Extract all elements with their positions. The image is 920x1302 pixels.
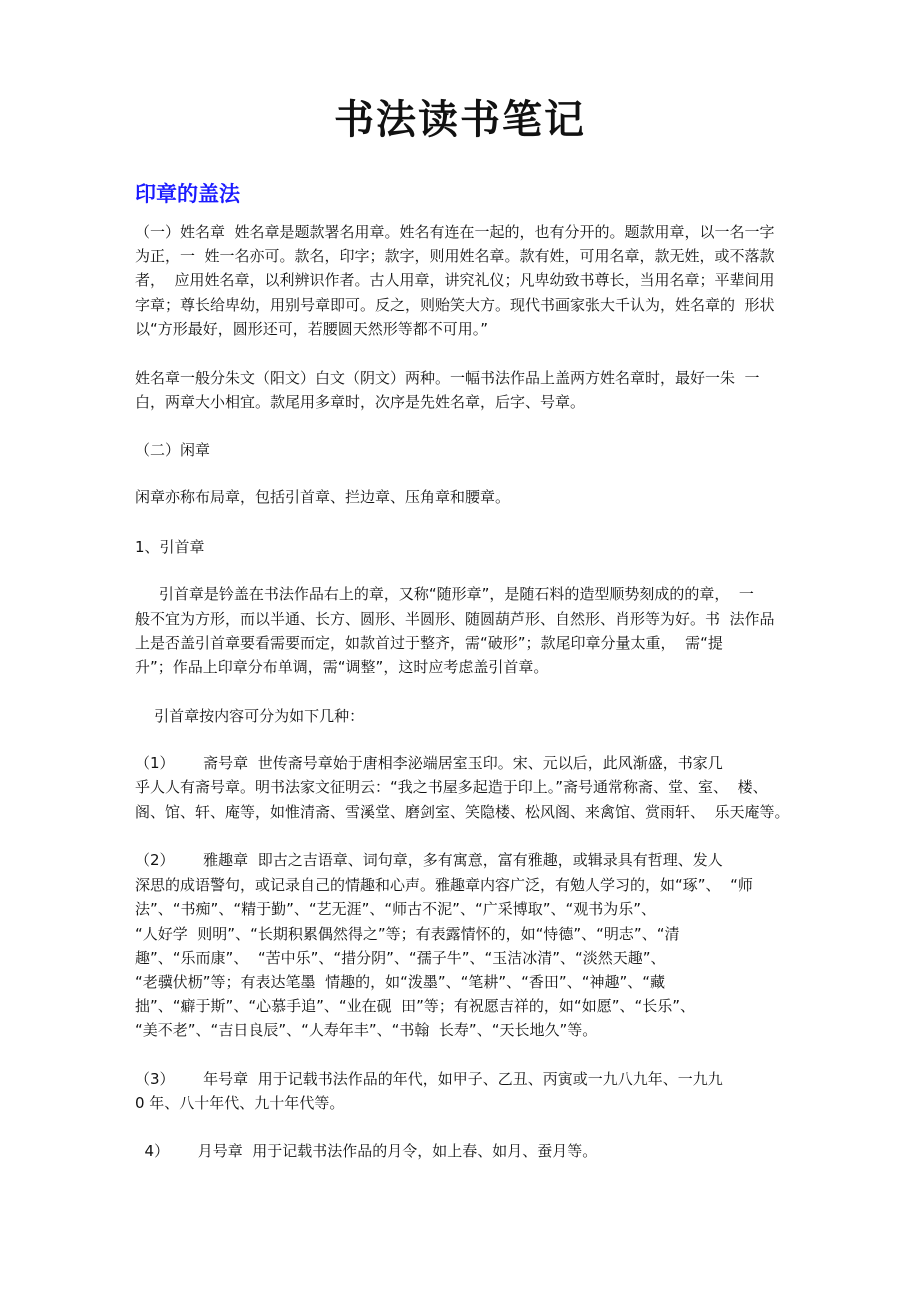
section-heading: 印章的盖法 [135, 182, 240, 206]
text-line: 1、引首章 [135, 538, 205, 556]
text-line: 姓名章一般分朱文（阳文）白文（阴文）两种。一幅书法作品上盖两方姓名章时，最好一朱 一 [135, 369, 760, 387]
text-line: 闲章亦称布局章，包括引首章、拦边章、压角章和腰章。 [135, 488, 511, 506]
text-line: “老骥伏枥”等；有表达笔墨 情趣的，如“泼墨”、“笔耕”、“香田”、“神趣”、“藏 [135, 973, 666, 991]
text-line: 引首章是钤盖在书法作品右上的章，又称“随形章”，是随石料的造型顺势刻成的的章， 一 [135, 585, 754, 603]
text-line: 般不宜为方形，而以半通、长方、圆形、半圆形、随圆葫芦形、自然形、肖形等为好。书 法作品 [135, 610, 775, 628]
text-line: 4） 月号章 用于记载书法作品的月令，如上春、如月、蚕月等。 [135, 1142, 598, 1160]
text-line: 深思的成语警句，或记录自己的情趣和心声。雅趣章内容广泛，有勉人学习的，如“琢”、 “师 [135, 876, 753, 894]
text-line: 上是否盖引首章要看需要而定，如款首过于整齐，需“破形”；款尾印章分量太重， 需“提 [135, 634, 723, 652]
text-line: 引首章按内容可分为如下几种： [135, 707, 365, 725]
text-line: 为正，一 姓一名亦可。款名，印字；款字，则用姓名章。款有姓，可用名章，款无姓，或不落款 [135, 247, 775, 265]
text-line: （1） 斋号章 世传斋号章始于唐相李泌端居室玉印。宋、元以后，此风渐盛，书家几 [135, 754, 723, 772]
text-line: 以“方形最好，圆形还可，若腰圆天然形等都不可用。” [135, 320, 489, 338]
text-line: （2） 雅趣章 即古之吉语章、词句章，多有寓意，富有雅趣，或辑录具有哲理、发人 [135, 851, 723, 869]
text-line: “人好学 则明”、“长期积累偶然得之”等；有表露情怀的，如“恃德”、“明志”、“清 [135, 925, 680, 943]
text-line: （一）姓名章 姓名章是题款署名用章。姓名有连在一起的，也有分开的。题款用章，以一名一字 [135, 223, 775, 241]
text-line: “美不老”、“吉日良辰”、“人寿年丰”、“书翰 长寿”、“天长地久”等。 [135, 1021, 598, 1039]
text-line: 字章；尊长给卑幼，用别号章即可。反之，则贻笑大方。现代书画家张大千认为，姓名章的 形状 [135, 296, 775, 314]
text-line: 拙”、“癖于斯”、“心慕手追”、“业在砚 田”等；有祝愿吉祥的，如“如愿”、“长乐”、 [135, 997, 696, 1015]
text-line: 阁、馆、轩、庵等，如惟清斋、雪溪堂、磨剑室、笑隐楼、松风阁、来禽馆、赏雨轩、 乐天庵等。 [135, 803, 790, 821]
text-line: 法”、“书痴”、“精于勤”、“艺无涯”、“师古不泥”、“广采博取”、“观书为乐”、 [135, 900, 657, 918]
text-line: （二）闲章 [135, 441, 211, 459]
text-line: 者， 应用姓名章，以利辨识作者。古人用章，讲究礼仪；凡卑幼致书尊长，当用名章；平辈间用 [135, 271, 775, 289]
text-line: 乎人人有斋号章。明书法家文征明云：“我之书屋多起造于印上。”斋号通常称斋、堂、室、 楼、 [135, 778, 768, 796]
text-line: 升”；作品上印章分布单调，需“调整”，这时应考虑盖引首章。 [135, 658, 549, 676]
text-line: 0 年、八十年代、九十年代等。 [135, 1094, 345, 1112]
text-line: 趣”、“乐而康”、 “苦中乐”、“措分阴”、“孺子牛”、“玉洁冰清”、“淡然天趣”、 [135, 949, 666, 967]
text-line: （3） 年号章 用于记载书法作品的年代，如甲子、乙丑、丙寅或一九八九年、一九九 [135, 1070, 723, 1088]
document-title: 书法读书笔记 [334, 97, 586, 143]
text-line: 白，两章大小相宜。款尾用多章时，次序是先姓名章，后字、号章。 [135, 393, 586, 411]
